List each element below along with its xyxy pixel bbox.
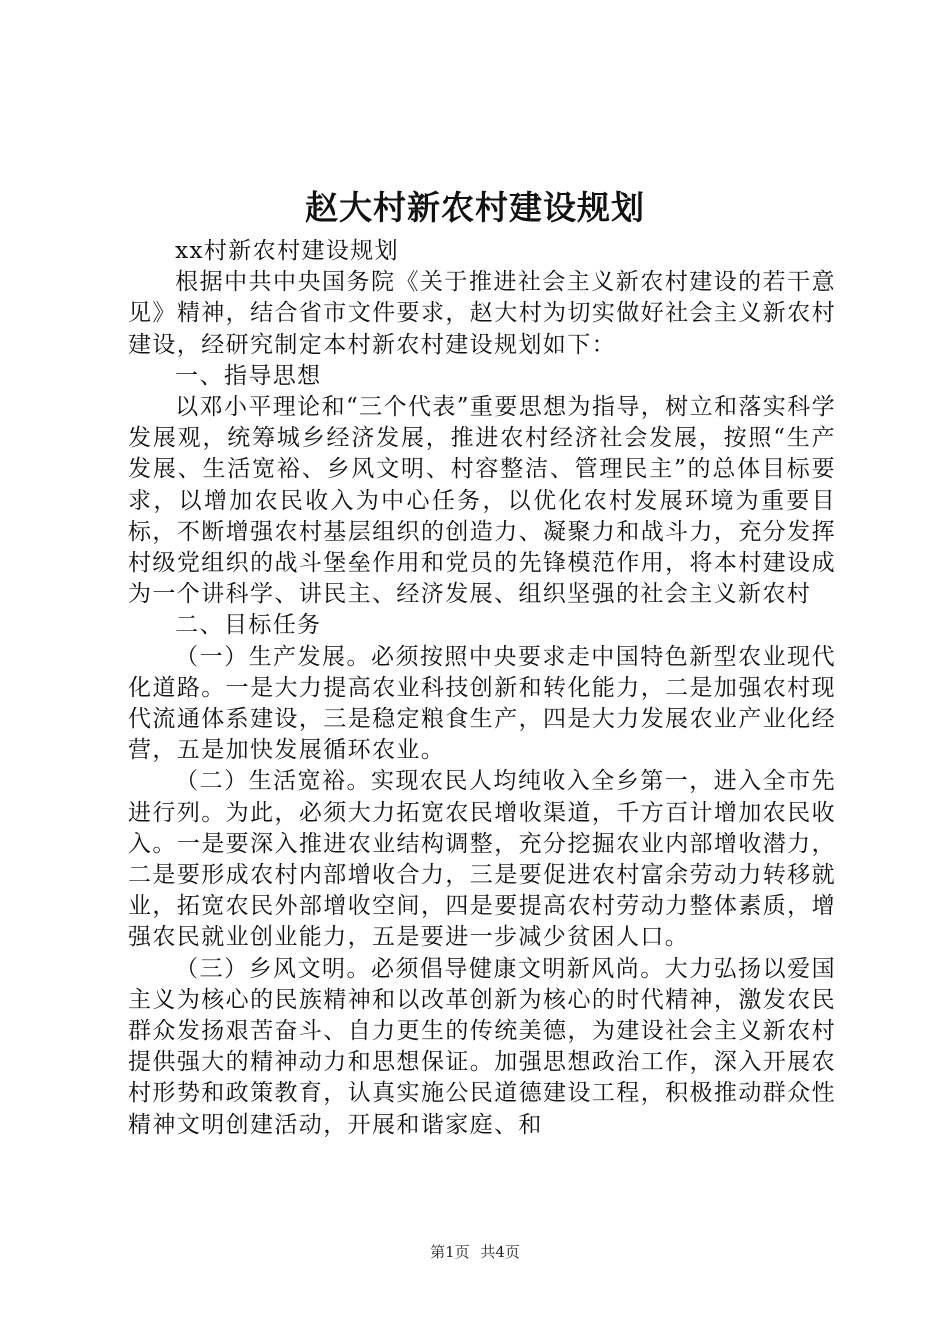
page-total: 共4页	[480, 1243, 520, 1261]
document-title: 赵大村新农村建设规划	[305, 188, 645, 227]
section-heading-guiding-thought: 一、指导思想	[175, 362, 322, 389]
section-heading-goals: 二、目标任务	[175, 612, 322, 639]
page-number: 第1页	[430, 1243, 470, 1261]
page-footer	[0, 1242, 950, 1262]
paragraph-guiding-thought: 以邓小平理论和“三个代表”重要思想为指导，树立和落实科学发展观，统筹城乡经济发展，推进农村经济社会发展，按照“生产发展、生活宽裕、乡风文明、村容整洁、管理民主”的总体目标要求，以增加农民收入为中心任务，以优化农村发展环境为重要目标，不断增强农村基层组织的创造力、凝聚力和战斗力，充分发挥村级党组织的战斗堡垒作用和党员的先锋模范作用，将本村建设成为一个讲科学、讲民主、经济发展、组织坚强的社会主义新农村	[128, 394, 836, 608]
paragraph-subtitle: xx村新农村建设规划	[175, 238, 400, 264]
document-body	[128, 236, 836, 1141]
paragraph-intro: 根据中共中央国务院《关于推进社会主义新农村建设的若干意见》精神，结合省市文件要求，赵大村为切实做好社会主义新农村建设，经研究制定本村新农村建设规划如下：	[128, 269, 836, 358]
paragraph-affluent-life: （二）生活宽裕。实现农民人均纯收入全乡第一，进入全市先进行列。为此，必须大力拓宽农民增收渠道，千方百计增加农民收入。一是要深入推进农业结构调整，充分挖掘农业内部增收潜力，二是要形成农村内部增收合力，三是要促进农村富余劳动力转移就业，拓宽农民外部增收空间，四是要提高农村劳动力整体素质，增强农民就业创业能力，五是要进一步减少贫困人口。	[128, 768, 836, 951]
paragraph-production-development: （一）生产发展。必须按照中央要求走中国特色新型农业现代化道路。一是大力提高农业科技创新和转化能力，二是加强农村现代流通体系建设，三是稳定粮食生产，四是大力发展农业产业化经营，五是加快发展循环农业。	[128, 643, 836, 764]
paragraph-civilized-customs: （三）乡风文明。必须倡导健康文明新风尚。大力弘扬以爱国主义为核心的民族精神和以改革创新为核心的时代精神，激发农民群众发扬艰苦奋斗、自力更生的传统美德，为建设社会主义新农村提供强大的精神动力和思想保证。加强思想政治工作，深入开展农村形势和政策教育，认真实施公民道德建设工程，积极推动群众性精神文明创建活动，开展和谐家庭、和	[128, 955, 836, 1138]
